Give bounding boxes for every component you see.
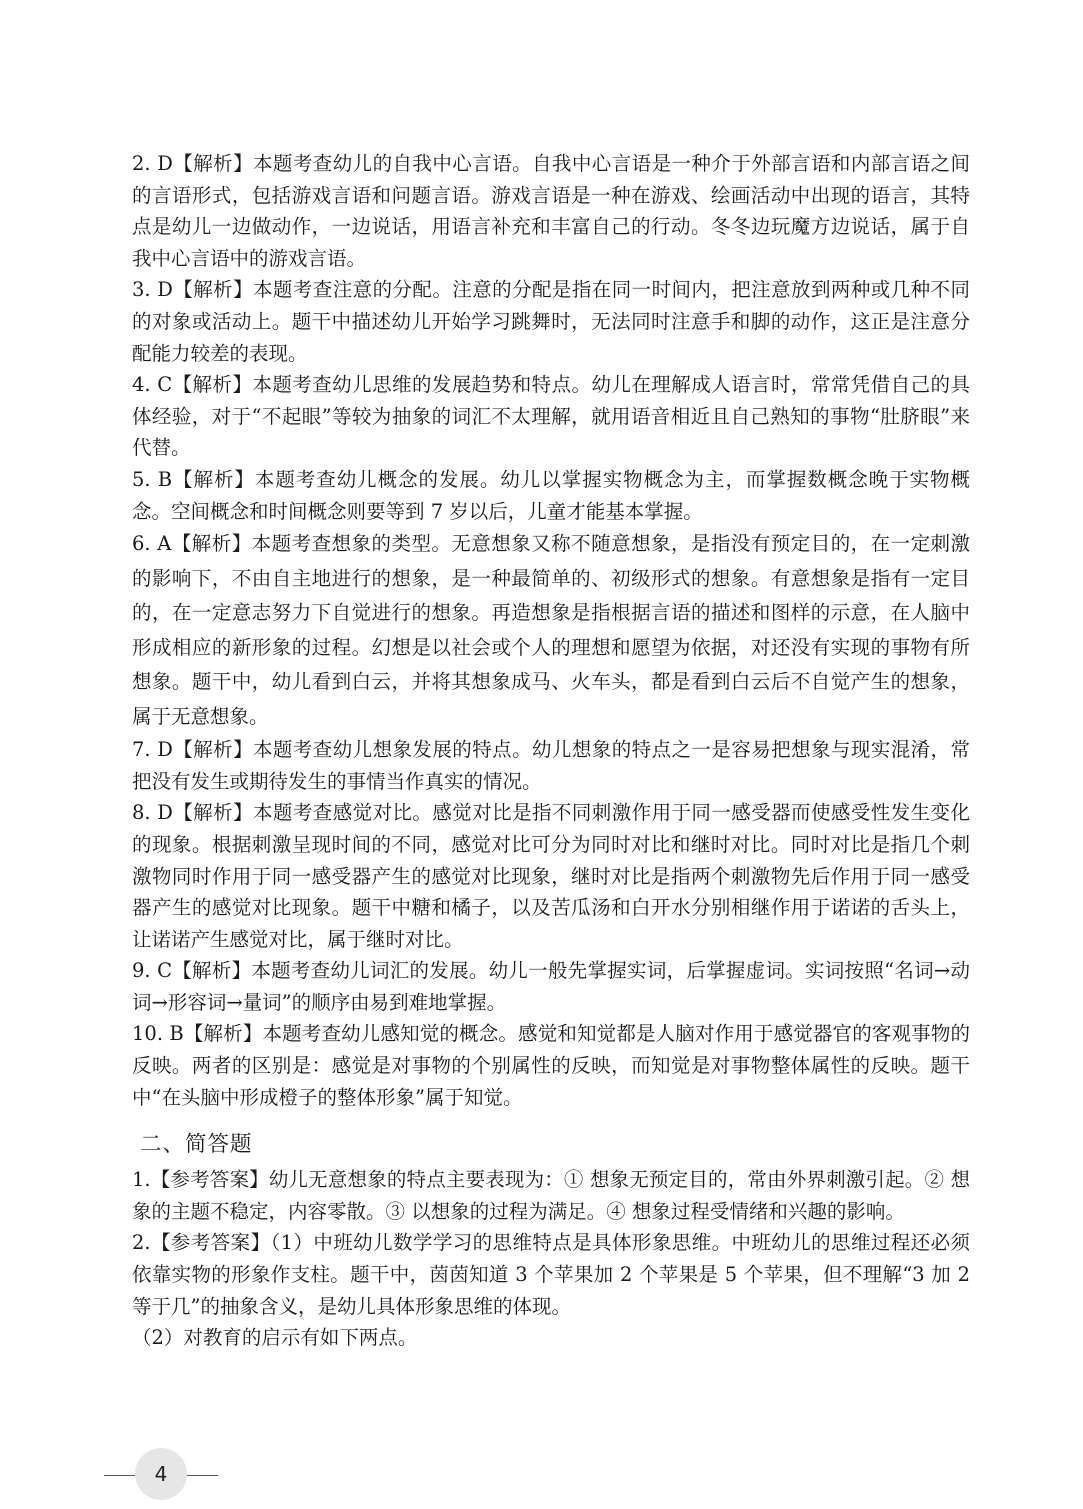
page-content [132,148,970,1354]
answer-7: 7. D【解析】本题考查幼儿想象发展的特点。幼儿想象的特点之一是容易把想象与现实混淆，常把没有发生或期待发生的事情当作真实的情况。 [132,738,970,793]
short-answer-2-part-2: （2）对教育的启示有如下两点。 [132,1326,418,1350]
footer-divider-left [104,1475,136,1476]
answer-6: 6. A【解析】本题考查想象的类型。无意想象又称不随意想象，是指没有预定目的，在一定刺激的影响下，不由自主地进行的想象，是一种最简单的、初级形式的想象。有意想象是指有一定目的，在一定意志努力下自觉进行的想象。再造想象是指根据言语的描述和图样的示意，在人脑中形成相应的新形象的过程。幻想是以社会或个人的理想和愿望为依据，对还没有实现的事物有所想象。题干中，幼儿看到白云，并将其想象成马、火车头，都是看到白云后不自觉产生的想象，属于无意想象。 [132,532,970,728]
answer-9: 9. C【解析】本题考查幼儿词汇的发展。幼儿一般先掌握实词，后掌握虚词。实词按照“名词→动词→形容词→量词”的顺序由易到难地掌握。 [132,959,970,1014]
section-title: 二、简答题 [140,1132,253,1158]
short-answer-2: 2.【参考答案】（1）中班幼儿数学学习的思维特点是具体形象思维。中班幼儿的思维过程还必须依靠实物的形象作支柱。题干中，茵茵知道 3 个苹果加 2 个苹果是 5 个苹果，但不理解“3 加 2 等于几”的抽象含义，是幼儿具体形象思维的体现。 [132,1231,970,1318]
answer-5: 5. B【解析】本题考查幼儿概念的发展。幼儿以掌握实物概念为主，而掌握数概念晚于实物概念。空间概念和时间概念则要等到 7 岁以后，儿童才能基本掌握。 [132,467,970,523]
footer-divider-right [186,1475,218,1476]
answer-10: 10. B【解析】本题考查幼儿感知觉的概念。感觉和知觉都是人脑对作用于感觉器官的客观事物的反映。两者的区别是：感觉是对事物的个别属性的反映，而知觉是对事物整体属性的反映。题干中“在头脑中形成橙子的整体形象”属于知觉。 [132,1022,970,1109]
short-answer-1: 1.【参考答案】幼儿无意想象的特点主要表现为：① 想象无预定目的，常由外界刺激引起。② 想象的主题不稳定，内容零散。③ 以想象的过程为满足。④ 想象过程受情绪和兴趣的影响。 [132,1168,970,1223]
answer-4: 4. C【解析】本题考查幼儿思维的发展趋势和特点。幼儿在理解成人语言时，常常凭借自己的具体经验，对于“不起眼”等较为抽象的词汇不太理解，就用语音相近且自己熟知的事物“肚脐眼”来代替。 [132,373,970,460]
answer-8: 8. D【解析】本题考查感觉对比。感觉对比是指不同刺激作用于同一感受器而使感受性发生变化的现象。根据刺激呈现时间的不同，感觉对比可分为同时对比和继时对比。同时对比是指几个刺激物同时作用于同一感受器产生的感觉对比现象，继时对比是指两个刺激物先后作用于同一感受器产生的感觉对比现象。题干中糖和橘子，以及苦瓜汤和白开水分别相继作用于诺诺的舌头上，让诺诺产生感觉对比，属于继时对比。 [132,801,970,951]
answer-2: 2. D【解析】本题考查幼儿的自我中心言语。自我中心言语是一种介于外部言语和内部言语之间的言语形式，包括游戏言语和问题言语。游戏言语是一种在游戏、绘画活动中出现的语言，其特点是幼儿一边做动作，一边说话，用语言补充和丰富自己的行动。冬冬边玩魔方边说话，属于自我中心言语中的游戏言语。 [132,152,970,270]
answer-3: 3. D【解析】本题考查注意的分配。注意的分配是指在同一时间内，把注意放到两种或几种不同的对象或活动上。题干中描述幼儿开始学习跳舞时，无法同时注意手和脚的动作，这正是注意分配能力较差的表现。 [132,278,970,365]
page-number: 4 [135,1448,187,1500]
